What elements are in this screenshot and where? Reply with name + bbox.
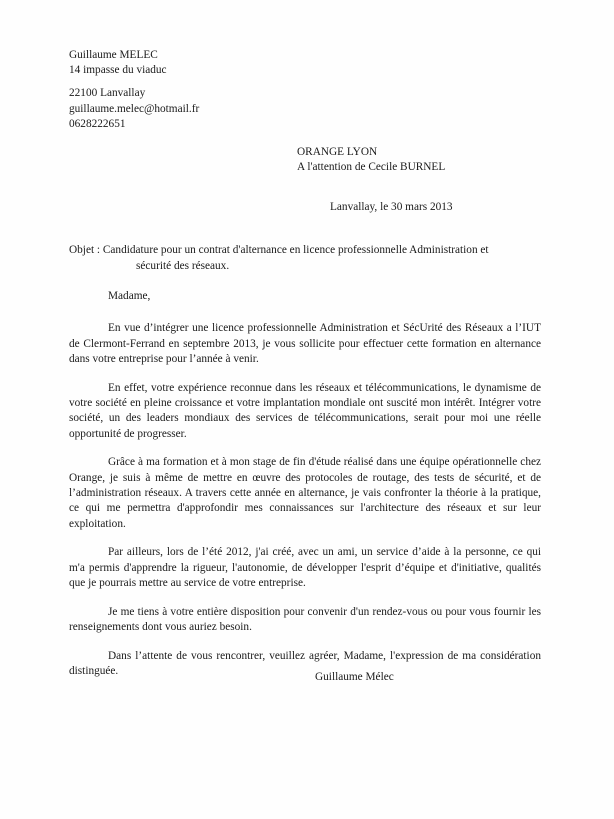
place-and-date: Lanvallay, le 30 mars 2013 [330,201,453,213]
signature: Guillaume Mélec [315,671,394,683]
subject-line-second: sécurité des réseaux. [136,260,230,273]
salutation: Madame, [108,290,151,302]
recipient-company: ORANGE LYON [297,146,378,158]
body-paragraph: En vue d’intégrer une licence professionnelle Administration et SécUrité des Réseaux a l’IUT de Clermont-Ferrand en septembre 2013, je vous sollicite pour effectuer cette formation en alternance dans votre entreprise pour l’année à venir. [69,322,541,365]
sender-address-block [69,48,199,132]
body-paragraph: Grâce à ma formation et à mon stage de fin d'étude réalisé dans une équipe opérationnelle chez Orange, je suis à même de mettre en œuvre des protocoles de routage, des tests de sécurité, et de l’administration réseaux. A travers cette année en alternance, je vais confronter la théorie à la pratique, ce qui me permettra d'approfondir mes connaissances sur l'architecture des réseaux et sur leur exploitation. [69,456,541,530]
body-paragraph: Par ailleurs, lors de l’été 2012, j'ai créé, avec un ami, un service d’aide à la personne, ce qui m'a permis d'apprendre la rigueur, l'autonomie, de développer l'esprit d’équipe et d'initiative, qualités que je pourrais mettre au service de votre entreprise. [69,546,541,589]
recipient-attention: A l'attention de Cecile BURNEL [297,161,446,174]
sender-email: guillaume.melec@hotmail.fr [69,102,200,115]
sender-city: 22100 Lanvallay [69,87,146,100]
body-paragraph: Dans l’attente de vous rencontrer, veuillez agréer, Madame, l'expression de ma considération distinguée. [69,649,541,678]
sender-phone: 0628222651 [69,117,126,130]
body-paragraph: En effet, votre expérience reconnue dans les réseaux et télécommunications, le dynamisme de votre société en pleine croissance et votre implantation mondiale ont suscité mon intérêt. Intégrer votre société, un des leaders mondiaux des services de télécommunications, serait pour moi une réelle opportunité de progresser. [69,381,541,440]
letter-body [69,289,541,679]
recipient-address-block [297,145,445,176]
subject-line-first: Objet : Candidature pour un contrat d'alternance en licence professionnelle Administration et [69,244,489,256]
sender-street: 14 impasse du viaduc [69,64,167,77]
body-paragraph: Je me tiens à votre entière disposition pour convenir d'un rendez-vous ou pour vous fournir les renseignements dont vous auriez besoin. [69,605,541,634]
sender-spacer [69,78,199,86]
sender-name: Guillaume MELEC [69,49,158,61]
subject-line [69,242,541,274]
